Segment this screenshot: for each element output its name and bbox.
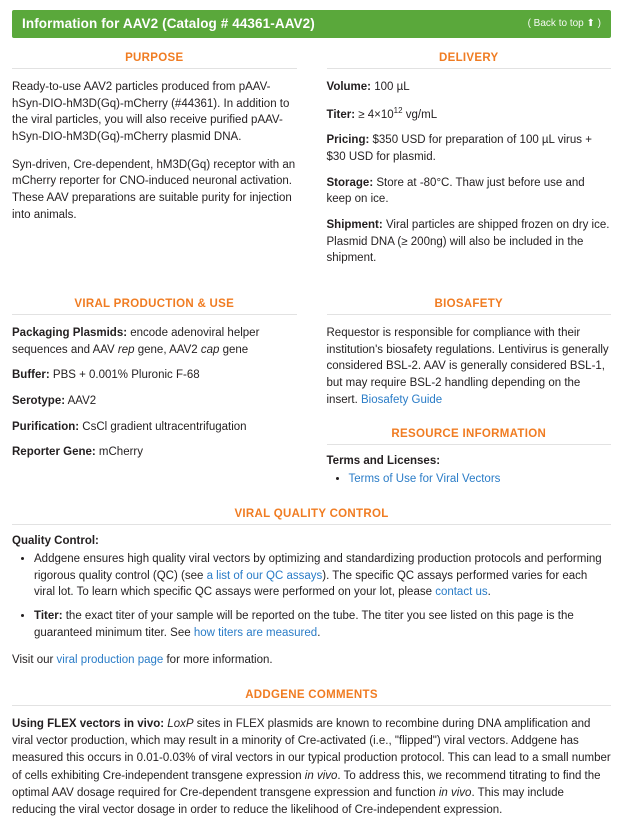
biosafety-guide-link[interactable]: Biosafety Guide [361,393,443,406]
qc-footer-text-a: Visit our [12,654,57,667]
section-heading-viral-production [12,298,297,315]
production-item-serotype [12,393,297,410]
production-packaging-text-b: gene, AAV2 [134,343,201,356]
qc-assays-link[interactable]: a list of our QC assays [206,569,323,582]
delivery-value-storage: Store at -80°C. Thaw just before use and keep on ice. [326,176,585,206]
delivery-item-titer [327,105,612,124]
section-heading-resource-information [327,428,612,445]
list-item [34,551,611,601]
delivery-item-shipment [327,217,612,267]
section-heading-addgene-comments [12,689,611,706]
viral-production-page-link[interactable]: viral production page [56,654,164,667]
page-title: Information for AAV2 (Catalog # 44361-AAV2) [22,16,315,31]
back-to-top-link[interactable] [528,18,601,29]
production-packaging-cap: cap [200,343,220,356]
section-heading-biosafety [327,298,612,315]
qc-footer-text-b: for more information. [163,654,273,667]
production-value-reporter-gene: mCherry [98,446,144,459]
section-heading-purpose [12,52,297,69]
qc-bullet2-text-a: the exact titer of your sample will be reported on the tube. The titer you see listed on this page is the guaranteed minimum titer. See [34,609,574,639]
production-item-reporter-gene [12,444,297,461]
row-purpose-delivery [12,52,611,276]
delivery-value-volume: 100 µL [374,81,410,93]
addgene-comments-paragraph [12,716,611,820]
purpose-paragraph-2: Syn-driven, Cre-dependent, hM3D(Gq) receptor with an mCherry reporter for CNO-induced neuronal activation. These AAV preparations are suitable purity for injection into animals. [12,158,296,221]
production-label-purification: Purification: [12,420,80,433]
production-label-reporter-gene: Reporter Gene: [12,446,96,459]
section-heading-resource-information-text: RESOURCE INFORMATION [385,428,552,440]
list-item [34,608,611,641]
delivery-value-pricing: $350 USD for preparation of 100 µL virus + $30 USD for plasmid. [326,134,592,163]
delivery-item-pricing [327,132,612,165]
addgene-comments-text-d: . This may include reducing the viral vector dosage in order to reduce the likelihood of Cre-independent expression. [12,786,564,817]
back-to-top-close: ) [594,18,601,29]
biosafety-text: Requestor is responsible for compliance with their institution's biosafety regulations. Lentivirus is generally considered BSL-2. AAV is generally considered BSL-1, but may require BSL-2 handling depending on the insert. [326,326,609,406]
qc-bullet1-text-c: . [487,586,491,599]
delivery-value-shipment: Viral particles are shipped frozen on dry ice. Plasmid DNA (≥ 200ng) will also be included in the shipment. [326,218,610,265]
production-value-purification: CsCl gradient ultracentrifugation [82,420,247,433]
delivery-label-shipment: Shipment: [326,218,383,231]
quality-control-list [12,551,611,641]
qc-footer-paragraph [12,652,611,669]
delivery-label-titer: Titer: [326,108,356,121]
terms-of-use-link[interactable]: Terms of Use for Viral Vectors [348,473,501,486]
qc-bullet2-label: Titer: [34,609,63,622]
addgene-comments-text-b: sites in FLEX plasmids are known to recombine during DNA amplification and viral vector production, which may result in a minority of Cre-activated (i.e., "flipped") viral vectors. Addgene has measured this occurs in 0.01-0.03% of viral vectors in our typical production protocol. This can lead to a small number of cells exhibiting Cre-independent transgene expression [12,717,611,782]
addgene-comments-loxp: LoxP [167,717,194,730]
purpose-paragraph-1: Ready-to-use AAV2 particles produced from pAAV-hSyn-DIO-hM3D(Gq)-mCherry (#44361). In addition to the viral particles, you will also receive purified pAAV-hSyn-DIO-hM3D(Gq)-mCherry plasmid DNA. [12,81,290,144]
production-item-purification [12,419,297,436]
section-heading-viral-production-text: VIRAL PRODUCTION & USE [68,298,240,310]
back-to-top-label: ( Back to top [527,18,587,29]
resource-links-list [327,471,612,488]
production-label-buffer: Buffer: [12,369,50,382]
column-delivery [323,52,612,276]
delivery-value-titer-exponent: 12 [393,105,403,115]
production-packaging-text-a: encode adenoviral helper sequences and AAV [12,326,260,356]
production-value-serotype: AAV2 [67,394,97,407]
column-biosafety [323,298,612,488]
section-viral-quality-control [12,508,611,669]
section-heading-delivery [327,52,612,69]
addgene-comments-invivo-2: in vivo [438,786,472,799]
addgene-comments-text-c: . To address this, we recommend titrating to find the optimal AAV dosage required for Cre-dependent transgene expression and function [12,769,601,799]
production-item-buffer [12,367,297,384]
section-heading-purpose-text: PURPOSE [119,52,189,64]
terms-and-licenses-label: Terms and Licenses: [326,455,441,468]
delivery-item-volume [327,79,612,96]
section-addgene-comments [12,689,611,820]
production-label-serotype: Serotype: [12,394,66,407]
production-packaging-text-c: gene [219,343,249,356]
how-titers-are-measured-link[interactable]: how titers are measured [193,626,318,639]
arrow-up-icon: ⬆ [586,18,595,29]
section-heading-viral-quality-control [12,508,611,525]
production-value-buffer: PBS + 0.001% Pluronic F-68 [52,369,200,382]
production-item-packaging-plasmids [12,325,297,358]
delivery-label-storage: Storage: [326,176,374,189]
production-label-packaging: Packaging Plasmids: [12,326,128,339]
qc-bullet1-text-b: ). The specific QC assays performed varies for each viral lot. To learn which specific QC assays were performed on your lot, please [34,569,588,599]
section-heading-biosafety-text: BIOSAFETY [428,298,509,310]
column-purpose [12,52,297,276]
qc-bullet1-text-a: Addgene ensures high quality viral vectors by optimizing and standardizing production protocols and performing rigorous quality control (QC) (see [34,552,602,582]
delivery-item-storage [327,175,612,208]
delivery-value-titer-units: vg/mL [402,108,438,121]
delivery-label-volume: Volume: [326,81,372,93]
list-item [349,471,612,488]
delivery-label-pricing: Pricing: [326,134,370,147]
qc-bullet2-text-b: . [317,626,321,639]
section-heading-addgene-comments-text: ADDGENE COMMENTS [239,689,384,701]
row-production-biosafety [12,298,611,488]
contact-us-link[interactable]: contact us [435,586,488,599]
section-header-bar [12,10,611,38]
addgene-comments-lead: Using FLEX vectors in vivo: [12,717,165,730]
biosafety-paragraph [327,325,612,408]
column-viral-production [12,298,297,488]
section-heading-viral-quality-control-text: VIRAL QUALITY CONTROL [228,508,394,520]
quality-control-label: Quality Control: [12,534,99,547]
addgene-comments-invivo-1: in vivo [304,769,338,782]
production-packaging-rep: rep [117,343,135,356]
section-heading-delivery-text: DELIVERY [433,52,504,64]
delivery-value-titer: ≥ 4×10 [358,108,394,121]
